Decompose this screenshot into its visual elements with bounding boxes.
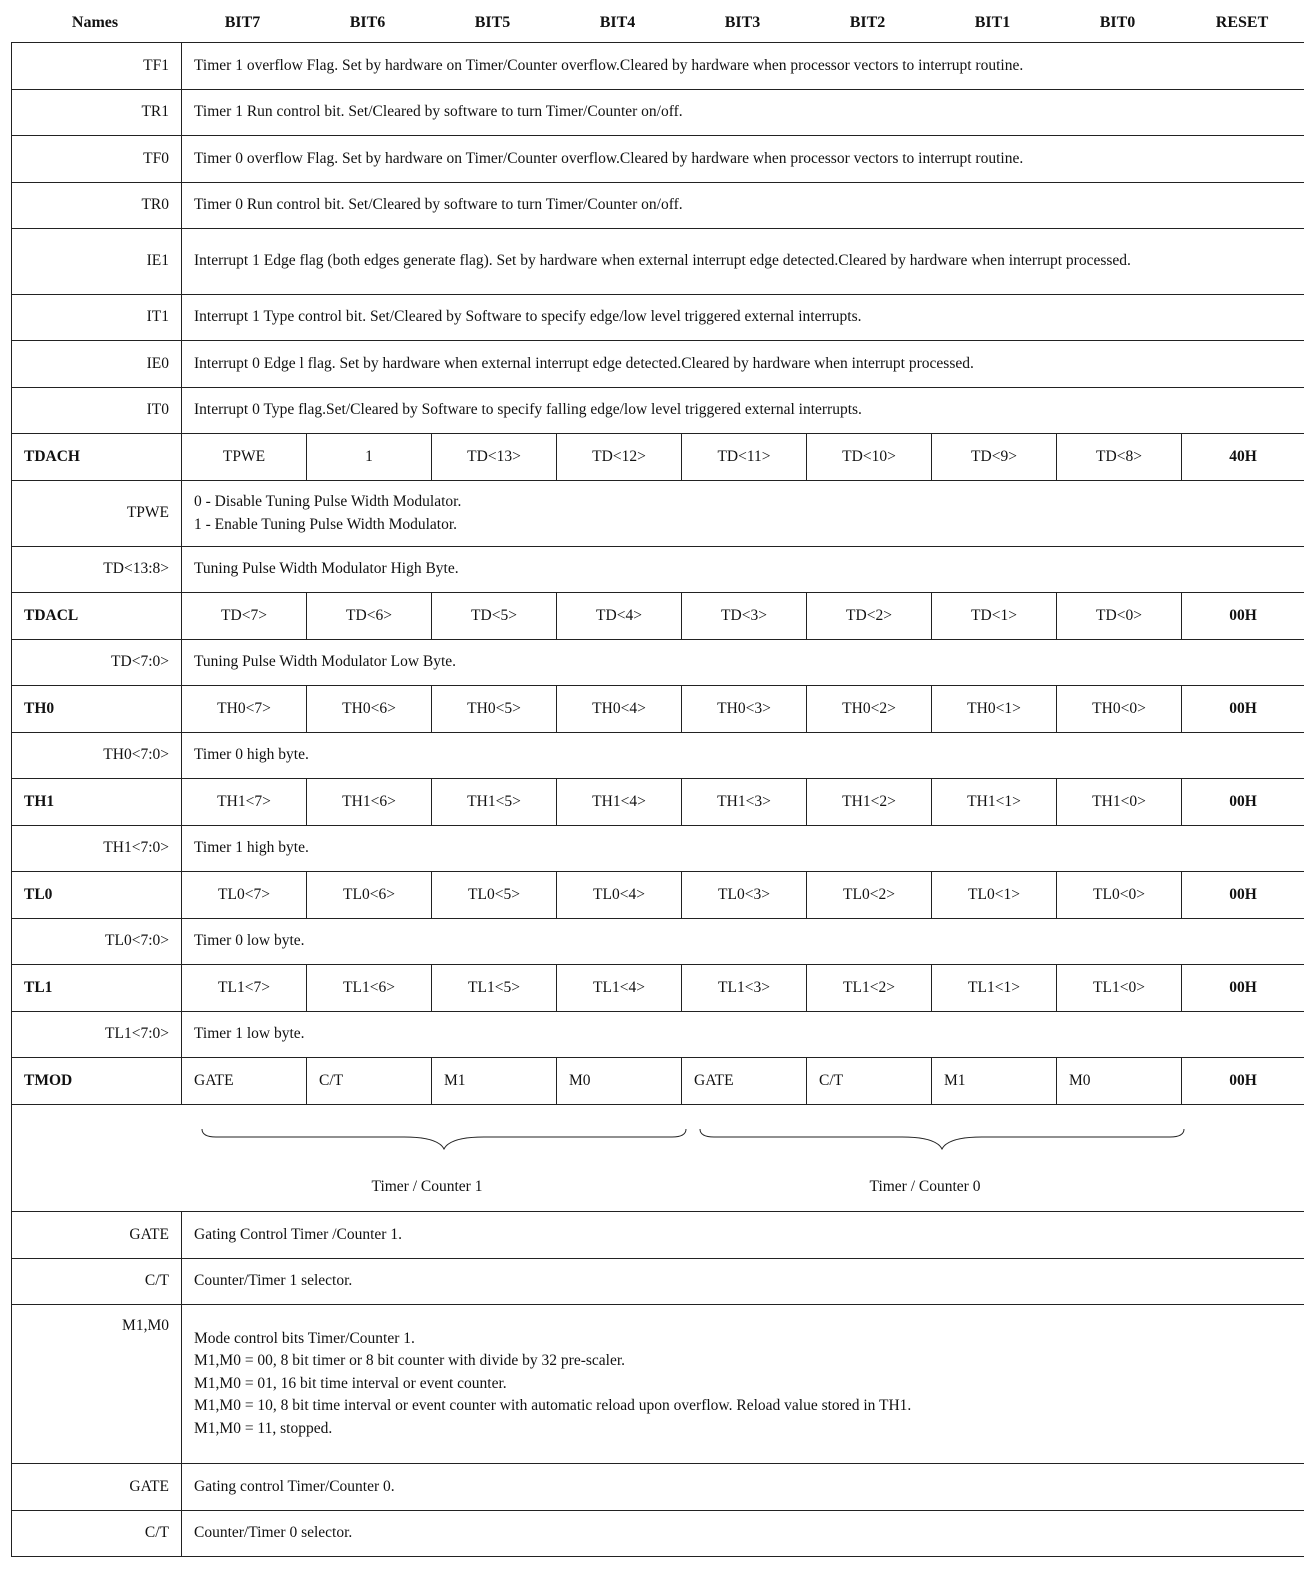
bit-cell: TD<2> (807, 593, 932, 640)
bit-cell: TH1<1> (932, 779, 1057, 826)
tmod-group-brace-row (12, 1105, 1304, 1212)
register-row (12, 872, 1304, 919)
header-names: Names (71, 14, 119, 31)
bit-cell: C/T (307, 1058, 432, 1105)
field-description-row (12, 183, 1304, 229)
field-description (182, 43, 1304, 90)
reset-value: 00H (1182, 965, 1304, 1012)
description-line: Timer 0 low byte. (194, 932, 305, 950)
register-table (11, 42, 1304, 1557)
field-description-row (12, 1212, 1304, 1259)
field-name: IE1 (12, 229, 182, 295)
description-line: Tuning Pulse Width Modulator High Byte. (194, 560, 459, 578)
register-row (12, 434, 1304, 481)
field-description (182, 341, 1304, 388)
field-name: TF0 (12, 136, 182, 183)
description-line: Interrupt 0 Type flag.Set/Cleared by Software to specify falling edge/low level triggered external interrupts. (194, 401, 862, 419)
bit-cell: TD<4> (557, 593, 682, 640)
description-line: Gating control Timer/Counter 0. (194, 1477, 395, 1495)
description-line: Mode control bits Timer/Counter 1. (194, 1329, 415, 1347)
description-line: Counter/Timer 0 selector. (194, 1524, 353, 1542)
field-description (182, 388, 1304, 434)
field-description (182, 547, 1304, 593)
field-description-row (12, 826, 1304, 872)
bit-cell: TL1<3> (682, 965, 807, 1012)
bit-cell: M1 (932, 1058, 1057, 1105)
description-line: Tuning Pulse Width Modulator Low Byte. (194, 653, 457, 671)
field-name: IT1 (12, 295, 182, 341)
description-line: Interrupt 1 Edge flag (both edges generate flag). Set by hardware when external interrupt edge detected.Cleared by hardware when interrupt processed. (194, 252, 1131, 270)
field-description-row (12, 1511, 1304, 1557)
bit-cell: TH1<0> (1057, 779, 1182, 826)
header-bit2: BIT2 (849, 14, 886, 31)
header-bit5: BIT5 (474, 14, 511, 31)
field-description (182, 1305, 1304, 1464)
field-name: TPWE (12, 481, 182, 547)
bit-cell: TL0<3> (682, 872, 807, 919)
field-description-row (12, 733, 1304, 779)
field-name: TR1 (12, 90, 182, 136)
bit-cell: TH1<6> (307, 779, 432, 826)
field-description (182, 1511, 1304, 1557)
field-name: TH0<7:0> (12, 733, 182, 779)
bit-cell: TD<3> (682, 593, 807, 640)
bit-cell: TD<10> (807, 434, 932, 481)
bit-cell: TD<8> (1057, 434, 1182, 481)
header-bit1: BIT1 (974, 14, 1011, 31)
register-name: TMOD (12, 1058, 182, 1105)
description-line: M1,M0 = 01, 16 bit time interval or event counter. (194, 1374, 507, 1392)
field-description (182, 1259, 1304, 1305)
timer-counter-0-brace (700, 1129, 1184, 1149)
register-name: TL1 (12, 965, 182, 1012)
field-description-row (12, 136, 1304, 183)
field-description (182, 136, 1304, 183)
reset-value: 00H (1182, 1058, 1304, 1105)
field-description-row (12, 341, 1304, 388)
field-name: TR0 (12, 183, 182, 229)
field-description (182, 183, 1304, 229)
field-description-row (12, 1305, 1304, 1464)
bit-cell: GATE (182, 1058, 307, 1105)
reset-value: 00H (1182, 872, 1304, 919)
bit-cell: M0 (557, 1058, 682, 1105)
field-name: C/T (12, 1259, 182, 1305)
field-name: IE0 (12, 341, 182, 388)
bit-cell: TD<6> (307, 593, 432, 640)
register-row (12, 1058, 1304, 1105)
bit-cell: TL0<5> (432, 872, 557, 919)
bit-cell: TD<5> (432, 593, 557, 640)
bit-cell: TL1<2> (807, 965, 932, 1012)
reset-value: 40H (1182, 434, 1304, 481)
description-line: M1,M0 = 00, 8 bit timer or 8 bit counter with divide by 32 pre-scaler. (194, 1352, 626, 1370)
reset-value: 00H (1182, 686, 1304, 733)
bit-cell: TH1<4> (557, 779, 682, 826)
reset-value: 00H (1182, 779, 1304, 826)
bit-cell: M1 (432, 1058, 557, 1105)
field-description (182, 295, 1304, 341)
header-reset: RESET (1215, 14, 1269, 31)
bit-cell: TD<11> (682, 434, 807, 481)
timer-counter-1-brace (202, 1129, 686, 1149)
bit-cell: TL0<0> (1057, 872, 1182, 919)
register-row (12, 593, 1304, 640)
field-description-row (12, 1464, 1304, 1511)
field-name: M1,M0 (12, 1305, 182, 1464)
field-description-row (12, 481, 1304, 547)
field-name: TD<13:8> (12, 547, 182, 593)
timer-counter-0-label: Timer / Counter 0 (869, 1178, 981, 1195)
bit-cell: TL0<6> (307, 872, 432, 919)
bit-cell: TL0<2> (807, 872, 932, 919)
bit-cell: TD<13> (432, 434, 557, 481)
bit-cell: TL1<6> (307, 965, 432, 1012)
bit-cell: TL0<7> (182, 872, 307, 919)
description-line: Timer 1 Run control bit. Set/Cleared by software to turn Timer/Counter on/off. (194, 103, 683, 121)
bit-cell: TD<12> (557, 434, 682, 481)
bit-cell: TL1<7> (182, 965, 307, 1012)
field-name: GATE (12, 1464, 182, 1511)
field-description-row (12, 90, 1304, 136)
bit-cell: TL0<4> (557, 872, 682, 919)
reset-value: 00H (1182, 593, 1304, 640)
bit-cell: TD<0> (1057, 593, 1182, 640)
bit-cell: TH0<3> (682, 686, 807, 733)
description-line: 0 - Disable Tuning Pulse Width Modulator. (194, 493, 462, 511)
register-row (12, 779, 1304, 826)
description-line: Interrupt 1 Type control bit. Set/Cleared by Software to specify edge/low level triggered external interrupts. (194, 308, 862, 326)
description-line: Timer 1 high byte. (194, 839, 309, 857)
field-description (182, 826, 1304, 872)
description-line: Timer 1 overflow Flag. Set by hardware on Timer/Counter overflow.Cleared by hardware when processor vectors to interrupt routine. (194, 56, 1024, 74)
field-name: TH1<7:0> (12, 826, 182, 872)
field-name: C/T (12, 1511, 182, 1557)
description-line: Timer 0 high byte. (194, 746, 309, 764)
field-name: TF1 (12, 43, 182, 90)
bit-cell: TD<9> (932, 434, 1057, 481)
bit-cell: TH0<7> (182, 686, 307, 733)
register-name: TL0 (12, 872, 182, 919)
bit-cell: TL1<4> (557, 965, 682, 1012)
description-line: Interrupt 0 Edge l flag. Set by hardware when external interrupt edge detected.Cleared by hardware when interrupt processed. (194, 354, 974, 372)
description-line: M1,M0 = 10, 8 bit time interval or event counter with automatic reload upon overflow. Reload value stored in TH1. (194, 1397, 912, 1415)
field-description-row (12, 1012, 1304, 1058)
field-description (182, 481, 1304, 547)
group-braces (24, 1105, 1304, 1211)
bit-cell: TH0<0> (1057, 686, 1182, 733)
bit-cell: C/T (807, 1058, 932, 1105)
bit-cell: TL1<0> (1057, 965, 1182, 1012)
description-line: 1 - Enable Tuning Pulse Width Modulator. (194, 515, 458, 533)
register-name: TDACL (12, 593, 182, 640)
bit-cell: TH1<2> (807, 779, 932, 826)
field-description-row (12, 43, 1304, 90)
bit-cell: TD<7> (182, 593, 307, 640)
timer-counter-1-label: Timer / Counter 1 (371, 1178, 483, 1195)
column-header-row (0, 0, 1304, 48)
header-bit6: BIT6 (349, 14, 386, 31)
field-description-row (12, 919, 1304, 965)
field-description (182, 919, 1304, 965)
field-description (182, 640, 1304, 686)
description-line: Timer 1 low byte. (194, 1025, 305, 1043)
description-line: M1,M0 = 11, stopped. (194, 1419, 333, 1437)
field-description (182, 90, 1304, 136)
field-description (182, 1464, 1304, 1511)
bit-cell: GATE (682, 1058, 807, 1105)
field-description-row (12, 1259, 1304, 1305)
field-description-row (12, 640, 1304, 686)
description-line: Timer 0 overflow Flag. Set by hardware on Timer/Counter overflow.Cleared by hardware when processor vectors to interrupt routine. (194, 149, 1024, 167)
bit-cell: TD<1> (932, 593, 1057, 640)
field-description (182, 1212, 1304, 1259)
bit-cell: TH0<4> (557, 686, 682, 733)
bit-cell: TL1<5> (432, 965, 557, 1012)
bit-cell: TPWE (182, 434, 307, 481)
field-name: TD<7:0> (12, 640, 182, 686)
field-description (182, 229, 1304, 295)
bit-cell: M0 (1057, 1058, 1182, 1105)
field-name: GATE (12, 1212, 182, 1259)
register-row (12, 965, 1304, 1012)
field-description (182, 1012, 1304, 1058)
register-name: TH1 (12, 779, 182, 826)
header-bit4: BIT4 (599, 14, 636, 31)
description-line: Counter/Timer 1 selector. (194, 1272, 353, 1290)
bit-cell: TH1<5> (432, 779, 557, 826)
bit-cell: TL0<1> (932, 872, 1057, 919)
field-description (182, 733, 1304, 779)
header-bit3: BIT3 (724, 14, 761, 31)
field-description-row (12, 295, 1304, 341)
bit-cell: 1 (307, 434, 432, 481)
register-row (12, 686, 1304, 733)
description-line: Timer 0 Run control bit. Set/Cleared by software to turn Timer/Counter on/off. (194, 196, 683, 214)
field-name: IT0 (12, 388, 182, 434)
header-bit7: BIT7 (224, 14, 261, 31)
header-bit0: BIT0 (1099, 14, 1136, 31)
bit-cell: TH0<2> (807, 686, 932, 733)
field-description-row (12, 547, 1304, 593)
field-name: TL1<7:0> (12, 1012, 182, 1058)
bit-cell: TH0<1> (932, 686, 1057, 733)
bit-cell: TL1<1> (932, 965, 1057, 1012)
bit-cell: TH1<3> (682, 779, 807, 826)
bit-cell: TH0<5> (432, 686, 557, 733)
register-name: TDACH (12, 434, 182, 481)
bit-cell: TH0<6> (307, 686, 432, 733)
field-name: TL0<7:0> (12, 919, 182, 965)
bit-cell: TH1<7> (182, 779, 307, 826)
field-description-row (12, 229, 1304, 295)
description-line: Gating Control Timer /Counter 1. (194, 1225, 402, 1243)
register-name: TH0 (12, 686, 182, 733)
field-description-row (12, 388, 1304, 434)
